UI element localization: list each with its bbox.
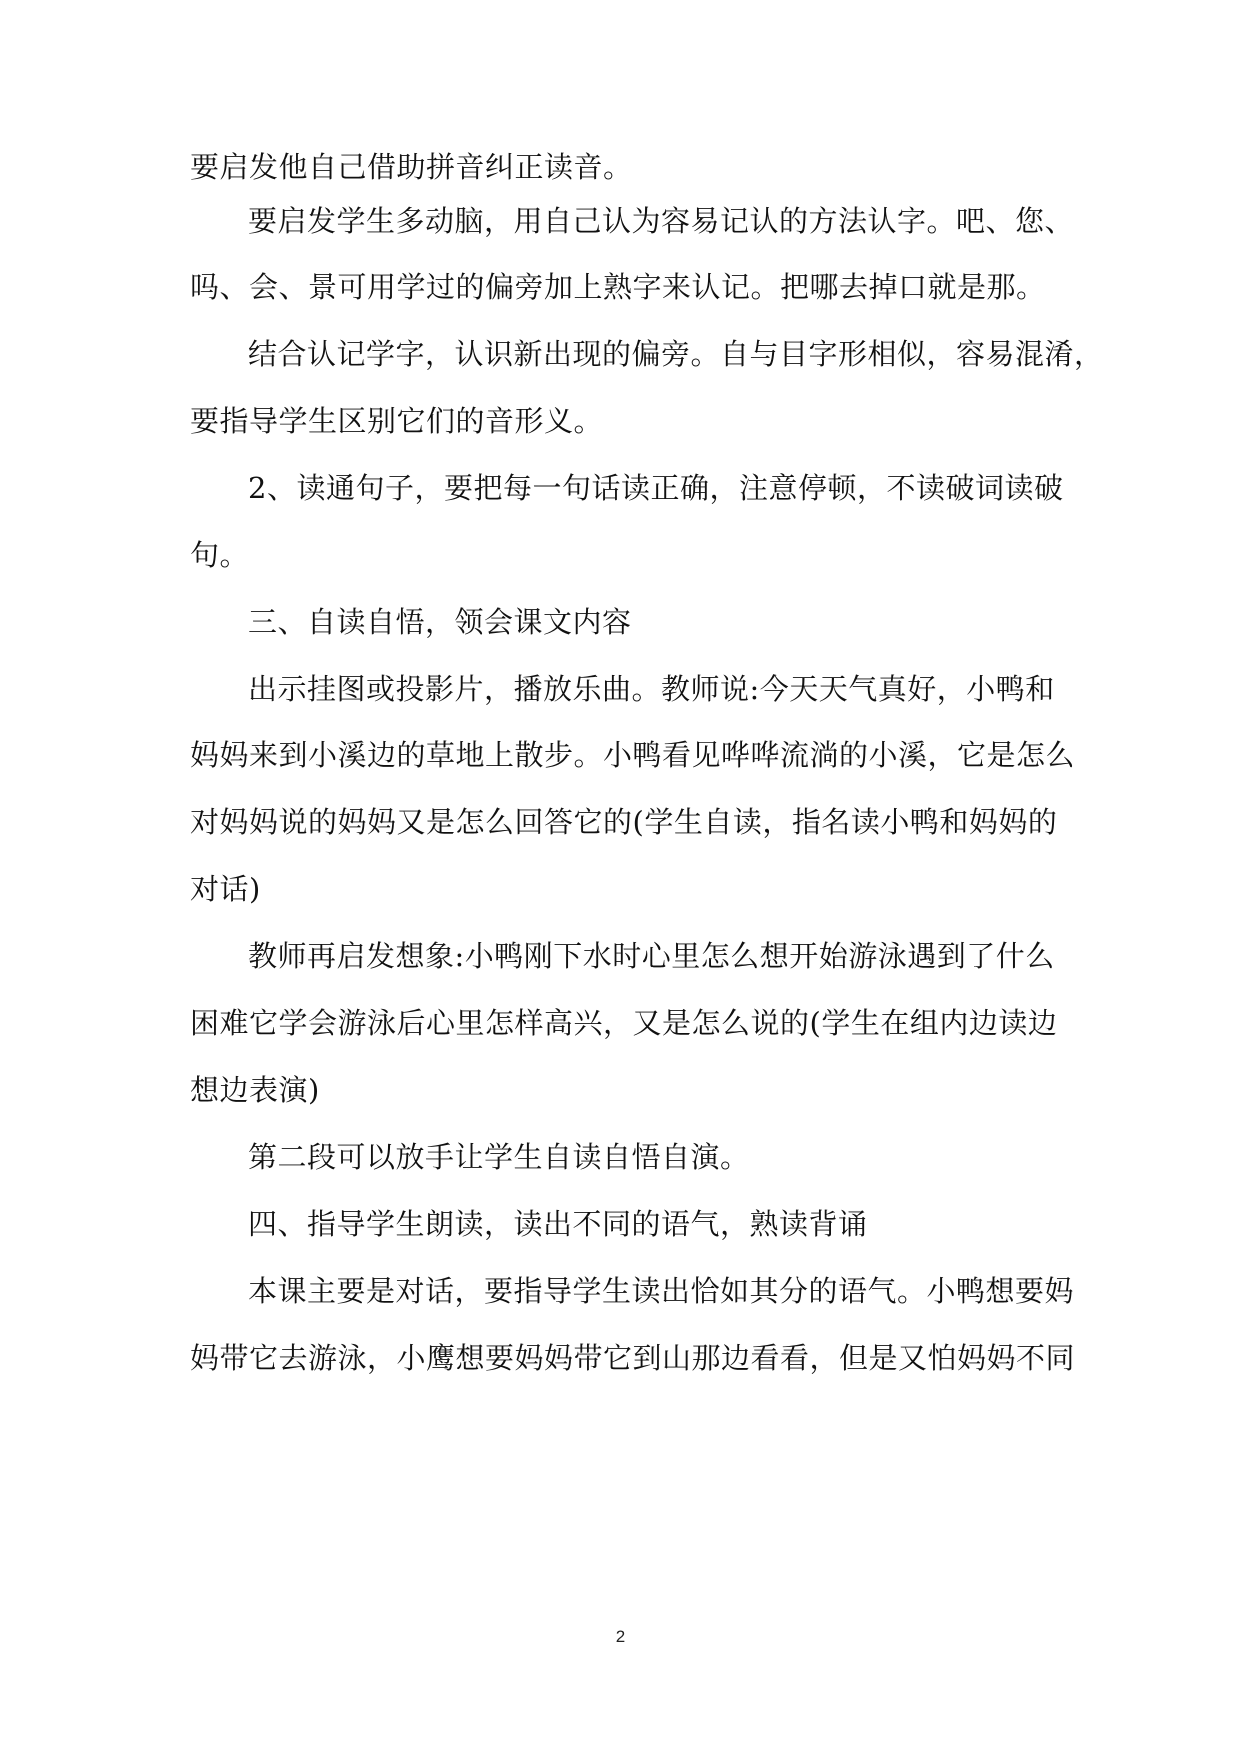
text-line: 吗、会、景可用学过的偏旁加上熟字来认记。把哪去掉口就是那。	[190, 270, 1046, 304]
text-line: 结合认记学字，认识新出现的偏旁。自与目字形相似，容易混淆，	[248, 337, 1104, 371]
text-line: 妈妈来到小溪边的草地上散步。小鸭看见哗哗流淌的小溪，它是怎么	[190, 738, 1076, 772]
text-line: 句。	[190, 538, 250, 572]
text-line: 四、指导学生朗读，读出不同的语气，熟读背诵	[248, 1207, 868, 1241]
text-line: 要启发学生多动脑，用自己认为容易记认的方法认字。吧、您、	[248, 204, 1075, 238]
text-line: 想边表演)	[190, 1073, 320, 1107]
text-line: 妈带它去游泳，小鹰想要妈妈带它到山那边看看，但是又怕妈妈不同	[190, 1341, 1076, 1375]
page-number: 2	[615, 1627, 626, 1646]
text-line: 困难它学会游泳后心里怎样高兴，又是怎么说的(学生在组内边读边	[190, 1006, 1058, 1040]
text-line: 三、自读自悟，领会课文内容	[248, 605, 632, 639]
text-line: 对话)	[190, 872, 261, 906]
text-line: 要启发他自己借助拼音纠正读音。	[190, 150, 633, 184]
text-line: 要指导学生区别它们的音形义。	[190, 404, 604, 438]
text-line: 出示挂图或投影片，播放乐曲。教师说:今天天气真好，小鸭和	[248, 672, 1055, 706]
text-line: 2、读通句子，要把每一句话读正确，注意停顿，不读破词读破	[248, 471, 1064, 505]
text-line: 本课主要是对话，要指导学生读出恰如其分的语气。小鸭想要妈	[248, 1274, 1075, 1308]
text-line: 第二段可以放手让学生自读自悟自演。	[248, 1140, 750, 1174]
text-line: 教师再启发想象:小鸭刚下水时心里怎么想开始游泳遇到了什么	[248, 939, 1055, 973]
text-line: 对妈妈说的妈妈又是怎么回答它的(学生自读，指名读小鸭和妈妈的	[190, 805, 1058, 839]
